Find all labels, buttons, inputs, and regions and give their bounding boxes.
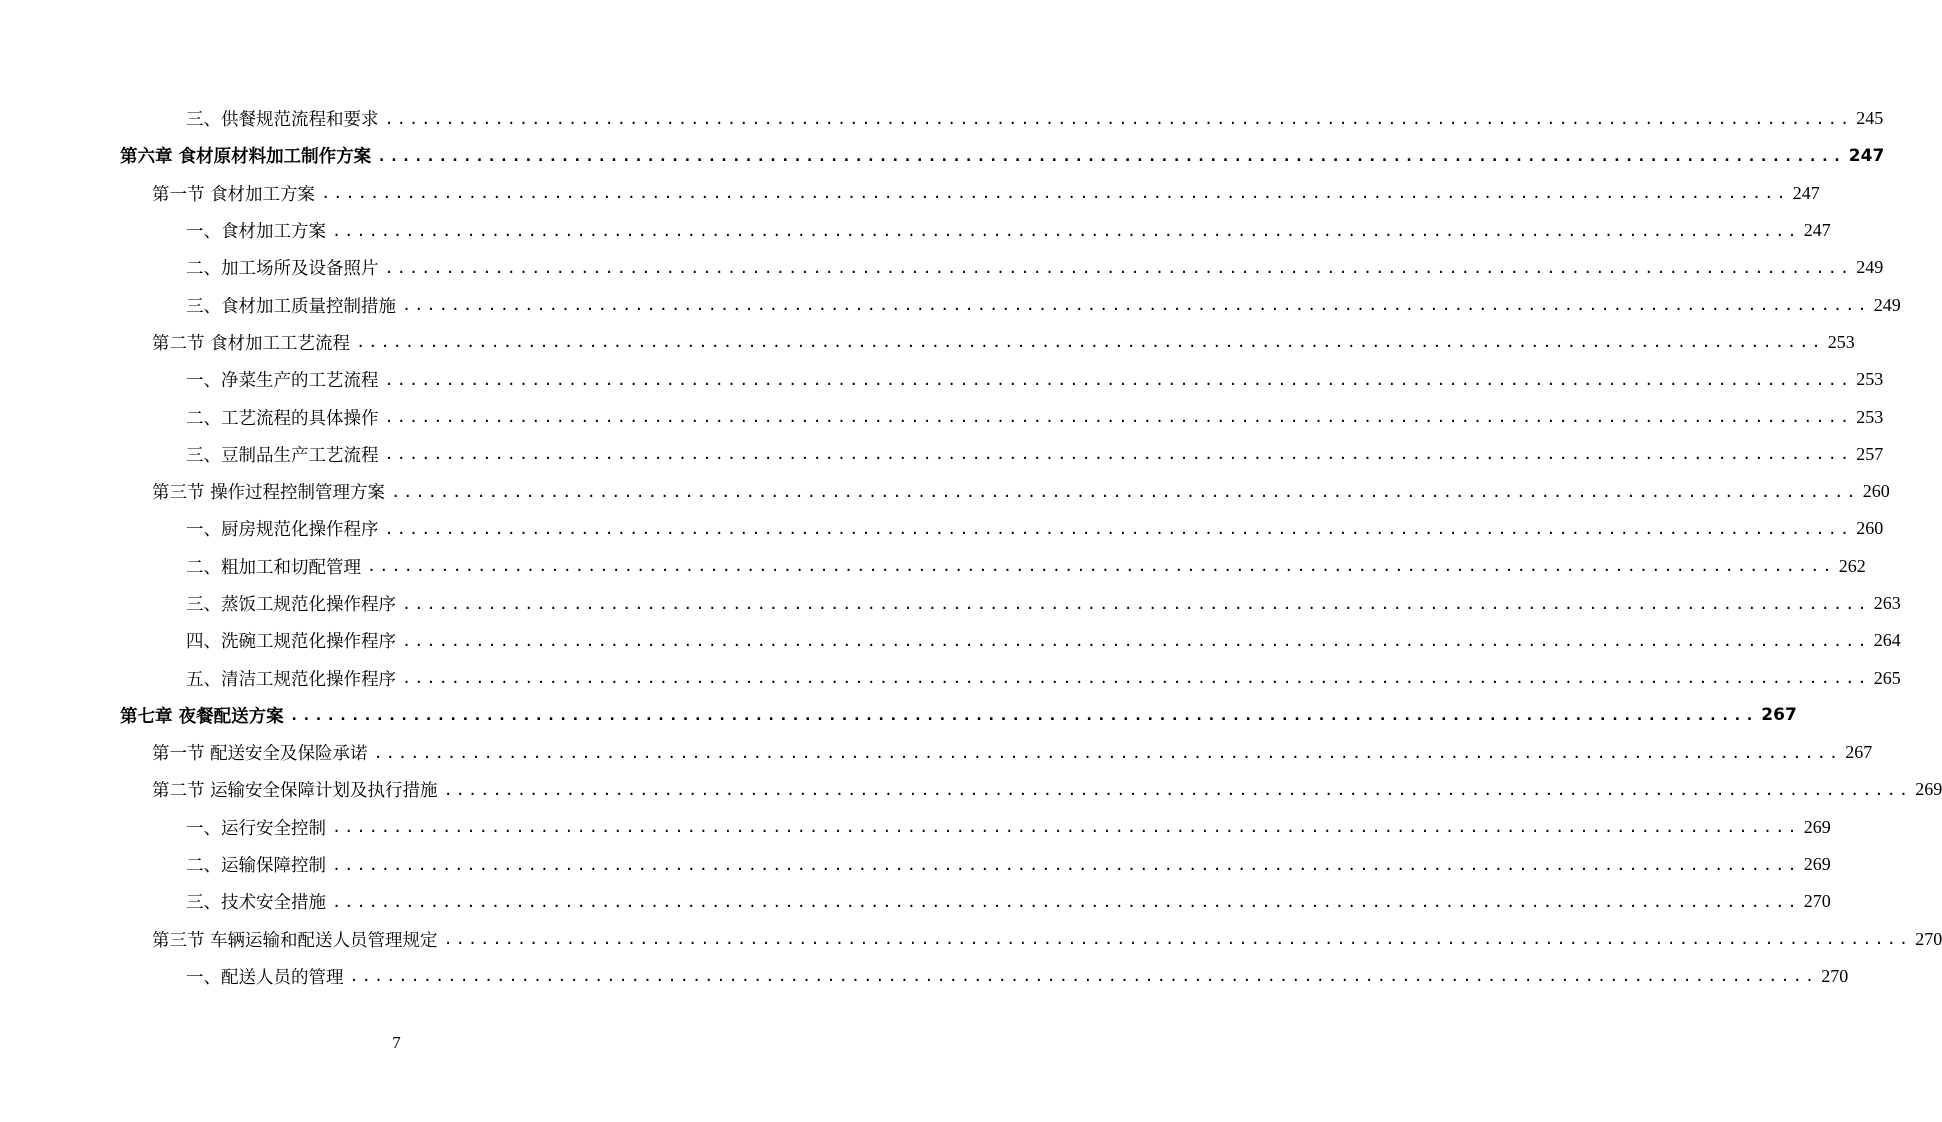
- toc-subsection-entry[interactable]: [0, 361, 1884, 398]
- toc-entry-title: 二、工艺流程的具体操作: [186, 405, 381, 430]
- toc-entry-page: 269: [1915, 779, 1942, 800]
- toc-section-entry[interactable]: [0, 473, 1890, 510]
- toc-entry-title: 三、技术安全措施: [186, 889, 328, 914]
- toc-leader-dots: ........................................................................................................................: [384, 370, 1853, 389]
- toc-subsection-entry[interactable]: [0, 846, 1831, 883]
- toc-leader-dots: ........................................................................................................................: [373, 743, 1842, 762]
- toc-leader-dots: ........................................................................................................................: [402, 631, 1870, 650]
- toc-entry-page: 253: [1856, 369, 1884, 390]
- toc-leader-dots: ........................................................................................................................: [384, 519, 1853, 538]
- toc-entry-title: 一、运行安全控制: [186, 815, 328, 840]
- toc-leader-dots: ........................................................................................................................: [402, 669, 1870, 688]
- toc-entry-title: 五、清洁工规范化操作程序: [186, 666, 398, 691]
- toc-leader-dots: ........................................................................................................................: [384, 109, 1853, 128]
- toc-subsection-entry[interactable]: [0, 100, 1884, 137]
- toc-subsection-entry[interactable]: [0, 436, 1884, 473]
- toc-subsection-entry[interactable]: [0, 958, 1849, 995]
- toc-entry-title: 一、厨房规范化操作程序: [186, 516, 381, 541]
- toc-subsection-entry[interactable]: [0, 659, 1901, 696]
- toc-subsection-entry[interactable]: [0, 585, 1901, 622]
- toc-entry-title: 第三节 车辆运输和配送人员管理规定: [152, 927, 440, 952]
- toc-entry-title: 第一节 配送安全及保险承诺: [152, 740, 370, 765]
- toc-entry-title: 二、运输保障控制: [186, 852, 328, 877]
- toc-subsection-entry[interactable]: [0, 548, 1866, 585]
- toc-section-entry[interactable]: [0, 771, 1942, 808]
- toc-entry-page: 253: [1827, 331, 1855, 352]
- toc-entry-page: 249: [1873, 294, 1901, 315]
- toc-entry-page: 260: [1862, 481, 1890, 502]
- toc-entry-title: 三、蒸饭工规范化操作程序: [186, 591, 398, 616]
- toc-entry-page: 265: [1873, 667, 1901, 688]
- toc-entry-page: 257: [1856, 443, 1884, 464]
- toc-leader-dots: ........................................................................................................................: [332, 892, 1800, 911]
- toc-entry-page: 270: [1915, 928, 1942, 949]
- toc-entry-page: 253: [1856, 406, 1884, 427]
- toc-entry-page: 263: [1873, 593, 1901, 613]
- toc-section-entry[interactable]: [0, 921, 1942, 958]
- toc-leader-dots: ........................................................................................................................: [332, 818, 1800, 837]
- toc-entry-title: 三、豆制品生产工艺流程: [186, 442, 381, 467]
- toc-entry-title: 第七章 夜餐配送方案: [120, 703, 286, 728]
- toc-entry-page: 269: [1803, 816, 1831, 837]
- toc-chapter-entry[interactable]: [0, 137, 1885, 174]
- toc-leader-dots: ........................................................................................................................: [321, 184, 1789, 203]
- toc-subsection-entry[interactable]: [0, 883, 1831, 920]
- table-of-contents: [0, 100, 1942, 995]
- toc-leader-dots: ........................................................................................................................: [289, 706, 1758, 725]
- toc-entry-title: 三、供餐规范流程和要求: [186, 106, 381, 131]
- toc-leader-dots: ........................................................................................................................: [367, 557, 1835, 576]
- toc-leader-dots: ........................................................................................................................: [391, 482, 1859, 501]
- toc-entry-page: 267: [1761, 705, 1797, 726]
- toc-entry-title: 二、粗加工和切配管理: [186, 554, 363, 579]
- toc-leader-dots: ........................................................................................................................: [377, 146, 1845, 165]
- toc-chapter-entry[interactable]: [0, 697, 1797, 734]
- toc-section-entry[interactable]: [0, 324, 1855, 361]
- toc-entry-page: 247: [1803, 220, 1831, 241]
- page-number: 7: [392, 1033, 401, 1052]
- toc-leader-dots: ........................................................................................................................: [356, 333, 1824, 352]
- toc-leader-dots: ........................................................................................................................: [349, 967, 1818, 986]
- toc-entry-title: 一、净菜生产的工艺流程: [186, 367, 381, 392]
- toc-leader-dots: ........................................................................................................................: [384, 445, 1853, 464]
- toc-entry-page: 267: [1845, 742, 1873, 763]
- toc-entry-page: 264: [1873, 630, 1901, 651]
- toc-entry-title: 一、食材加工方案: [186, 218, 328, 243]
- toc-leader-dots: ........................................................................................................................: [384, 408, 1853, 427]
- toc-entry-title: 第三节 操作过程控制管理方案: [152, 479, 387, 504]
- toc-leader-dots: ........................................................................................................................: [332, 855, 1800, 874]
- toc-subsection-entry[interactable]: [0, 510, 1884, 547]
- toc-entry-title: 第六章 食材原材料加工制作方案: [120, 143, 373, 168]
- toc-leader-dots: ........................................................................................................................: [402, 296, 1870, 315]
- toc-entry-title: 二、加工场所及设备照片: [186, 255, 381, 280]
- toc-entry-title: 第一节 食材加工方案: [152, 181, 317, 206]
- toc-leader-dots: ........................................................................................................................: [443, 780, 1912, 799]
- toc-subsection-entry[interactable]: [0, 249, 1884, 286]
- toc-section-entry[interactable]: [0, 734, 1873, 771]
- toc-subsection-entry[interactable]: [0, 286, 1901, 323]
- toc-entry-page: 245: [1856, 108, 1884, 129]
- toc-subsection-entry[interactable]: [0, 622, 1901, 659]
- toc-entry-page: 262: [1838, 555, 1866, 576]
- toc-subsection-entry[interactable]: [0, 809, 1831, 846]
- toc-subsection-entry[interactable]: [0, 212, 1831, 249]
- toc-subsection-entry[interactable]: [0, 398, 1884, 435]
- toc-entry-page: 270: [1803, 891, 1831, 912]
- toc-entry-page: 270: [1821, 965, 1849, 986]
- toc-entry-page: 260: [1856, 518, 1884, 539]
- toc-entry-page: 247: [1848, 145, 1885, 166]
- toc-entry-page: 269: [1803, 854, 1831, 875]
- toc-leader-dots: ........................................................................................................................: [332, 221, 1800, 240]
- toc-entry-title: 四、洗碗工规范化操作程序: [186, 628, 398, 653]
- toc-entry-title: 一、配送人员的管理: [186, 964, 346, 989]
- toc-leader-dots: ........................................................................................................................: [384, 258, 1853, 277]
- toc-entry-page: 247: [1792, 182, 1820, 203]
- toc-entry-title: 第二节 运输安全保障计划及执行措施: [152, 777, 440, 802]
- toc-entry-title: 第二节 食材加工工艺流程: [152, 330, 352, 355]
- toc-section-entry[interactable]: [0, 175, 1820, 212]
- toc-entry-page: 249: [1856, 257, 1884, 278]
- toc-entry-title: 三、食材加工质量控制措施: [186, 293, 398, 318]
- toc-leader-dots: ........................................................................................................................: [402, 594, 1870, 613]
- toc-leader-dots: ........................................................................................................................: [443, 930, 1912, 949]
